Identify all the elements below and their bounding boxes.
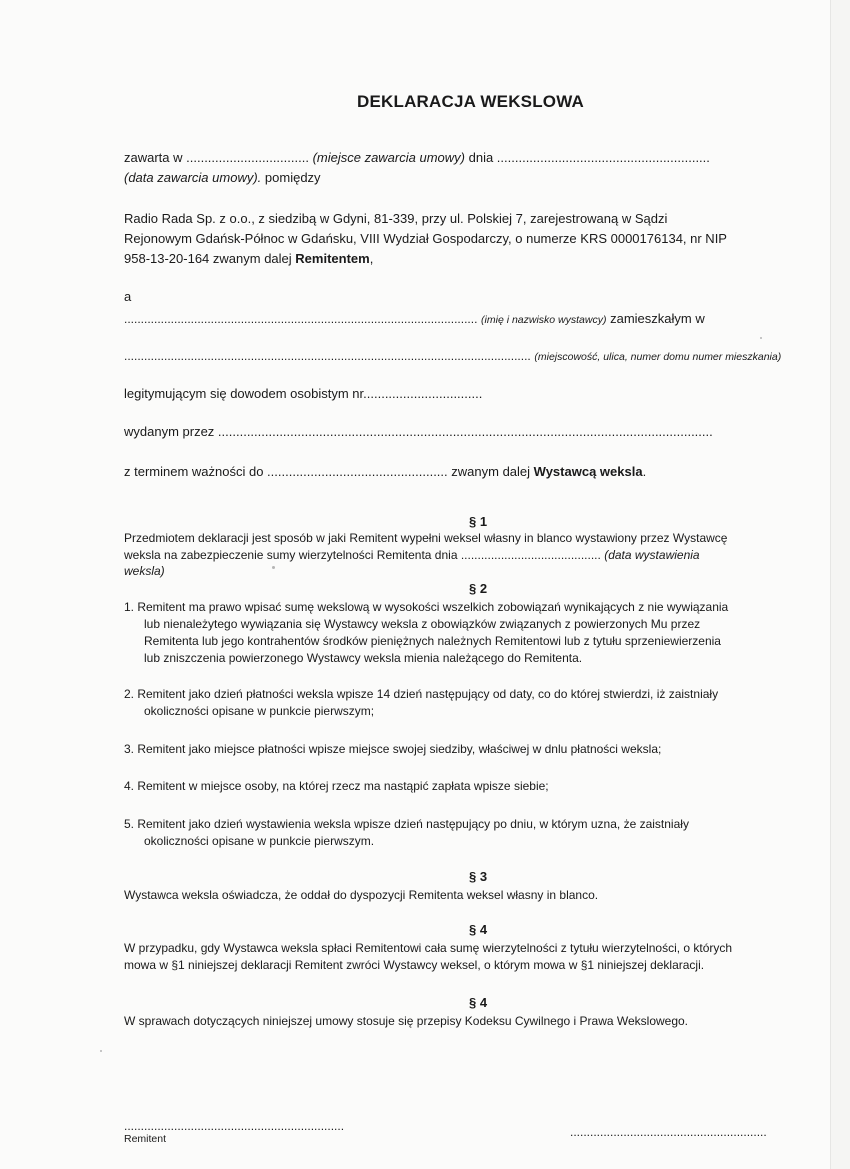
section-2-point-3: 3. Remitent jako miejsce płatności wpisze miejsce swojej siedziby, właściwej w dnlu płatności weksla; bbox=[124, 742, 662, 756]
section-4-line-1: W przypadku, gdy Wystawca weksla spłaci Remitentowi cała sumę wierzytelności z tytułu wierzytelności, o których bbox=[124, 941, 733, 955]
place-hint: (miejsce zawarcia umowy) bbox=[312, 150, 465, 165]
issuer-term: Wystawcą weksla bbox=[533, 464, 643, 479]
section-2-heading: § 2 bbox=[469, 581, 488, 596]
section-1-heading: § 1 bbox=[469, 514, 488, 529]
remitent-signature-label: Remitent bbox=[124, 1133, 167, 1145]
section-4-line-2: mowa w §1 niniejszej deklaracji Remitent zwróci Wystawcy weksel, o którym mowa w §1 niniejszej deklaracji. bbox=[124, 958, 705, 972]
contract-date-line bbox=[124, 170, 321, 186]
section-1-line-1: Przedmiotem deklaracji jest sposób w jaki Remitent wypełni weksel własny in blanco wystawiony przez Wystawcę bbox=[124, 531, 728, 545]
conjunction-a: a bbox=[124, 289, 132, 304]
section-2-point-1-line-2: lub nienależytego wywiązania się Wystawcy weksla z obowiązków związanych z powierzonych Mu przez bbox=[144, 617, 701, 631]
contract-place-line bbox=[124, 150, 830, 166]
document-title: DEKLARACJA WEKSLOWA bbox=[357, 92, 584, 111]
scan-speck bbox=[100, 1050, 102, 1052]
issuer-address-hint: (miejscowość, ulica, numer domu numer mieszkania) bbox=[534, 351, 782, 363]
remitent-line-1: Radio Rada Sp. z o.o., z siedzibą w Gdyni, 81-339, przy ul. Polskiej 7, zarejestrowaną w Sądzi bbox=[124, 211, 668, 226]
remitent-line-3: 958-13-20-164 zwanym dalej Remitentem, bbox=[124, 251, 374, 266]
id-document-line: legitymującym się dowodem osobistym nr................................. bbox=[124, 386, 483, 401]
issuer-address-line bbox=[124, 348, 830, 365]
validity-line: z terminem ważności do .................................................. zwanym dalej Wystawcą weksla. bbox=[124, 464, 647, 479]
section-2-point-1-line-4: lub zniszczenia powierzonego Wystawcy weksla mienia należącego do Remitenta. bbox=[144, 651, 583, 665]
section-2-point-4: 4. Remitent w miejsce osoby, na której rzecz ma nastąpić zapłata wpisze siebie; bbox=[124, 779, 549, 793]
section-5-heading: § 4 bbox=[469, 995, 488, 1010]
between-word: pomiędzy bbox=[264, 170, 321, 185]
place-field: zawarta w .................................. bbox=[124, 150, 309, 165]
residing-label: zamieszkałym w bbox=[610, 311, 705, 326]
date-field: dnia ........................................................... bbox=[468, 150, 710, 165]
issuer-address-field: .......................................................................................................................... bbox=[124, 349, 531, 363]
section-5-text: W sprawach dotyczących niniejszej umowy stosuje się przepisy Kodeksu Cywilnego i Prawa Wekslowego. bbox=[124, 1014, 689, 1028]
remitent-term: Remitentem bbox=[295, 251, 370, 266]
section-2-point-5-line-2: okoliczności opisane w punkcie pierwszym. bbox=[144, 834, 375, 848]
date-hint: (data zawarcia umowy). bbox=[124, 170, 262, 185]
section-1-line-2: weksla na zabezpieczenie sumy wierzytelności Remitenta dnia .......................................... (data wystawienia bbox=[124, 548, 700, 562]
issuer-name-line bbox=[124, 311, 830, 328]
scan-speck bbox=[272, 566, 275, 569]
section-2-point-2-line-2: okoliczności opisane w punkcie pierwszym; bbox=[144, 704, 375, 718]
section-2-point-1-line-1: 1. Remitent ma prawo wpisać sumę wekslową w wysokości wszelkich zobowiązań wynikających z nie wywiązania bbox=[124, 600, 729, 614]
section-2-point-2-line-1: 2. Remitent jako dzień płatności weksla wpisze 14 dzień następujący od daty, co do której stwierdzi, iż zaistniały bbox=[124, 687, 719, 701]
issuer-name-field: .......................................................................................................... bbox=[124, 312, 478, 326]
section-2-point-1-line-3: Remitenta lub jego kontrahentów środków pieniężnych należnych Remitentowi lub z tytułu sprzeniewierzenia bbox=[144, 634, 721, 648]
remitent-signature-line: .................................................................. bbox=[124, 1119, 345, 1133]
remitent-line-2: Rejonowym Gdańsk-Północ w Gdańsku, VIII Wydział Gospodarczy, o numerze KRS 0000176134, nr NIP bbox=[124, 231, 727, 246]
scan-speck bbox=[760, 337, 762, 339]
section-3-heading: § 3 bbox=[469, 869, 488, 884]
issuer-name-hint: (imię i nazwisko wystawcy) bbox=[481, 314, 607, 326]
section-1-line-3: weksla) bbox=[124, 564, 165, 578]
validity-field: z terminem ważności do .................................................. bbox=[124, 464, 448, 479]
section-2-point-5-line-1: 5. Remitent jako dzień wystawienia weksla wpisze dzień następujący po dniu, w którym uzna, że zaistniały bbox=[124, 817, 689, 831]
section-4-heading: § 4 bbox=[469, 922, 488, 937]
issuer-signature-line: ........................................................... bbox=[570, 1125, 767, 1139]
issued-by-line: wydanym przez ......................................................................................................................................... bbox=[124, 424, 713, 439]
section-3-text: Wystawca weksla oświadcza, że oddał do dyspozycji Remitenta weksel własny in blanco. bbox=[124, 888, 599, 902]
